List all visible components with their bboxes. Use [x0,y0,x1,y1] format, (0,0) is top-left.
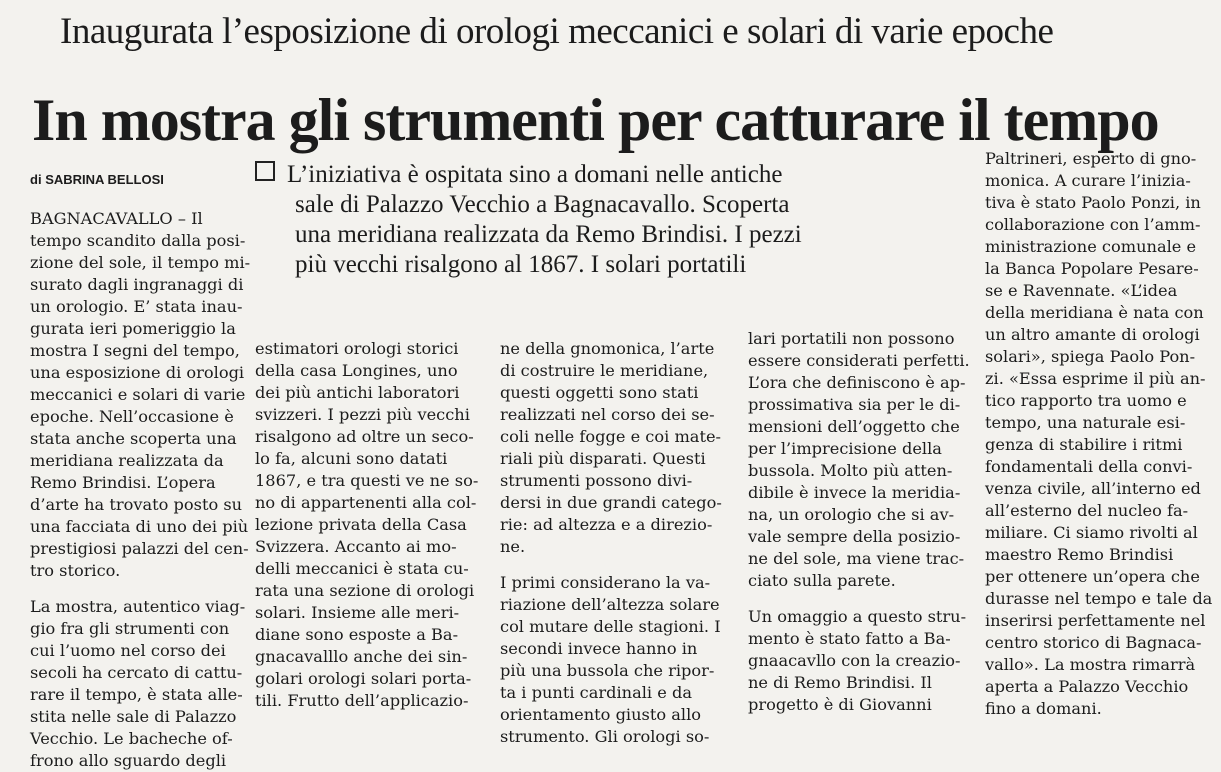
column-line: Remo Brindisi. L’opera [30,473,216,492]
column-line: tro storico. [30,561,121,580]
column-line: prossimativa sia per le di- [748,395,961,414]
column-line: fino a domani. [985,699,1102,718]
column-line: secoli ha cercato di cattu- [30,663,243,682]
column-line: monica. A curare l’inizia- [985,171,1191,190]
column-line: aperta a Palazzo Vecchio [985,677,1189,696]
column-line: gnaacavllo con la creazio- [748,651,961,670]
column-line: diane sono esposte a Ba- [255,625,459,644]
body-column-2 [255,338,480,712]
column-line: un altro amante di orologi [985,325,1200,344]
column-line: collaborazione con l’amm- [985,215,1201,234]
column-line: strumento. Gli orologi so- [500,727,710,746]
column-line: progetto è di Giovanni [748,695,932,714]
body-column-4 [748,328,973,716]
column-line: stita nelle sale di Palazzo [30,707,237,726]
byline [30,172,230,187]
column-line: gurata ieri pomeriggio la [30,319,236,338]
column-line: lezione privata della Casa [255,515,467,534]
column-line: d’arte ha trovato posto su [30,495,243,514]
article-summary [255,160,965,280]
square-bullet-icon [255,161,275,181]
column-line: na, un orologio che si av- [748,505,955,524]
column-line: col mutare delle stagioni. I [500,617,721,636]
column-line: di costruire le meridiane, [500,361,709,380]
column-line: ne del sole, ma viene trac- [748,549,965,568]
article-headline: In mostra gli strumenti per catturare il tempo [32,87,1159,153]
summary-line: L’iniziativa è ospitata sino a domani nelle antiche [255,160,965,190]
column-line: zi. «Essa esprime il più an- [985,369,1206,388]
column-line: maestro Remo Brindisi [985,545,1174,564]
column-line: riali più disparati. Questi [500,449,706,468]
column-line: ne di Remo Brindisi. Il [748,673,932,692]
column-line: per l’imprecisione della [748,439,942,458]
column-line: zione del sole, il tempo mi- [30,253,251,272]
article-kicker: Inaugurata l’esposizione di orologi meccanici e solari di varie epoche [60,11,1054,52]
column-line: tico rapporto tra uomo e [985,391,1187,410]
column-line: epoche. Nell’occasione è [30,407,234,426]
column-line: I primi considerano la va- [500,573,711,592]
column-line: miliare. Ci siamo rivolti al [985,523,1198,542]
column-line: della meridiana è nata con [985,303,1204,322]
column-line: centro storico di Bagnaca- [985,633,1202,652]
column-line: 1867, e tra questi ve ne so- [255,471,479,490]
column-line: una facciata di uno dei più [30,517,249,536]
summary-line: una meridiana realizzata da Remo Brindisi. I pezzi [295,221,802,248]
column-line: all’esterno del nucleo fa- [985,501,1189,520]
byline-author: SABRINA BELLOSI [45,172,164,187]
column-line: ne della gnomonica, l’arte [500,339,715,358]
column-line: durasse nel tempo e tale da [985,589,1213,608]
column-line: no di appartenenti alla col- [255,493,477,512]
column-line: cui l’uomo nel corso dei [30,641,226,660]
column-line: secondi invece hanno in [500,639,698,658]
column-line: ne. [500,537,526,556]
column-line: dersi in due grandi catego- [500,493,722,512]
column-line: genza di stabilire i ritmi [985,435,1183,454]
column-line: fondamentali della convi- [985,457,1193,476]
column-line: coli nelle fogge e coi mate- [500,427,721,446]
column-line: Paltrineri, esperto di gno- [985,149,1197,168]
column-line: dei più antichi laboratori [255,383,460,402]
column-line: stata anche scoperta una [30,429,237,448]
column-line: risalgono ad oltre un seco- [255,427,474,446]
summary-line: sale di Palazzo Vecchio a Bagnacavallo. Scoperta [295,191,790,218]
column-line: L’ora che definiscono è ap- [748,373,966,392]
column-line: strumenti possono divi- [500,471,693,490]
column-line: delli meccanici è stata cu- [255,559,469,578]
column-line: mento è stato fatto a Ba- [748,629,951,648]
column-line: rare il tempo, è stata alle- [30,685,243,704]
column-line: BAGNACAVALLO – Il [30,209,203,228]
column-line: bussola. Molto più atten- [748,461,953,480]
column-line: meridiana realizzata da [30,451,224,470]
body-column-1 [30,208,251,772]
column-line: realizzati nel corso dei se- [500,405,715,424]
column-line: essere considerati perfetti. [748,351,970,370]
column-line: rie: ad altezza e a direzio- [500,515,713,534]
column-line: ciato sulla parete. [748,571,896,590]
column-line: Vecchio. Le bacheche of- [30,729,233,748]
column-line: tempo, una naturale esi- [985,413,1186,432]
column-line: venza civile, all’interno ed [985,479,1201,498]
column-line: inserirsi perfettamente nel [985,611,1206,630]
column-line: tili. Frutto dell’applicazio- [255,691,469,710]
column-line: gnacavalllo anche dei sin- [255,647,468,666]
column-line: prestigiosi palazzi del cen- [30,539,249,558]
column-line: tempo scandito dalla posi- [30,231,246,250]
column-line: surato dagli ingranaggi di [30,275,244,294]
column-line: per ottenere un’opera che [985,567,1200,586]
summary-line: più vecchi risalgono al 1867. I solari portatili [295,251,747,278]
column-line: rata una sezione di orologi [255,581,475,600]
column-line: gio fra gli strumenti con [30,619,230,638]
column-line: Un omaggio a questo stru- [748,607,967,626]
column-line: una esposizione di orologi [30,363,245,382]
byline-prefix: di [30,172,42,187]
column-line: dibile è invece la meridia- [748,483,961,502]
column-line: lo fa, alcuni sono datati [255,449,448,468]
column-line: meccanici e solari di varie [30,385,246,404]
column-line: solari. Insieme alle meri- [255,603,460,622]
column-line: Svizzera. Accanto ai mo- [255,537,457,556]
column-line: tiva è stato Paolo Ponzi, in [985,193,1201,212]
column-line: orientamento giusto allo [500,705,701,724]
column-line: frono allo sguardo degli [30,751,227,770]
column-line: della casa Longines, uno [255,361,458,380]
column-line: la Banca Popolare Pesare- [985,259,1199,278]
column-line: ministrazione comunale e [985,237,1197,256]
column-line: svizzeri. I pezzi più vecchi [255,405,470,424]
column-line: un orologio. E’ stata inau- [30,297,243,316]
column-line: golari orologi solari porta- [255,669,472,688]
column-line: se e Ravennate. «L’idea [985,281,1178,300]
column-line: ta i punti cardinali e da [500,683,692,702]
column-line: solari», spiega Paolo Pon- [985,347,1196,366]
column-line: La mostra, autentico viag- [30,597,246,616]
column-line: vale sempre della posizio- [748,527,961,546]
column-line: riazione dell’altezza solare [500,595,720,614]
column-line: mensioni dell’oggetto che [748,417,960,436]
column-line: più una bussola che ripor- [500,661,715,680]
column-line: mostra I segni del tempo, [30,341,240,360]
column-line: estimatori orologi storici [255,339,459,358]
body-column-3 [500,338,725,748]
body-column-5 [985,148,1217,720]
column-line: vallo». La mostra rimarrà [985,655,1196,674]
column-line: questi oggetti sono stati [500,383,699,402]
column-line: lari portatili non possono [748,329,955,348]
